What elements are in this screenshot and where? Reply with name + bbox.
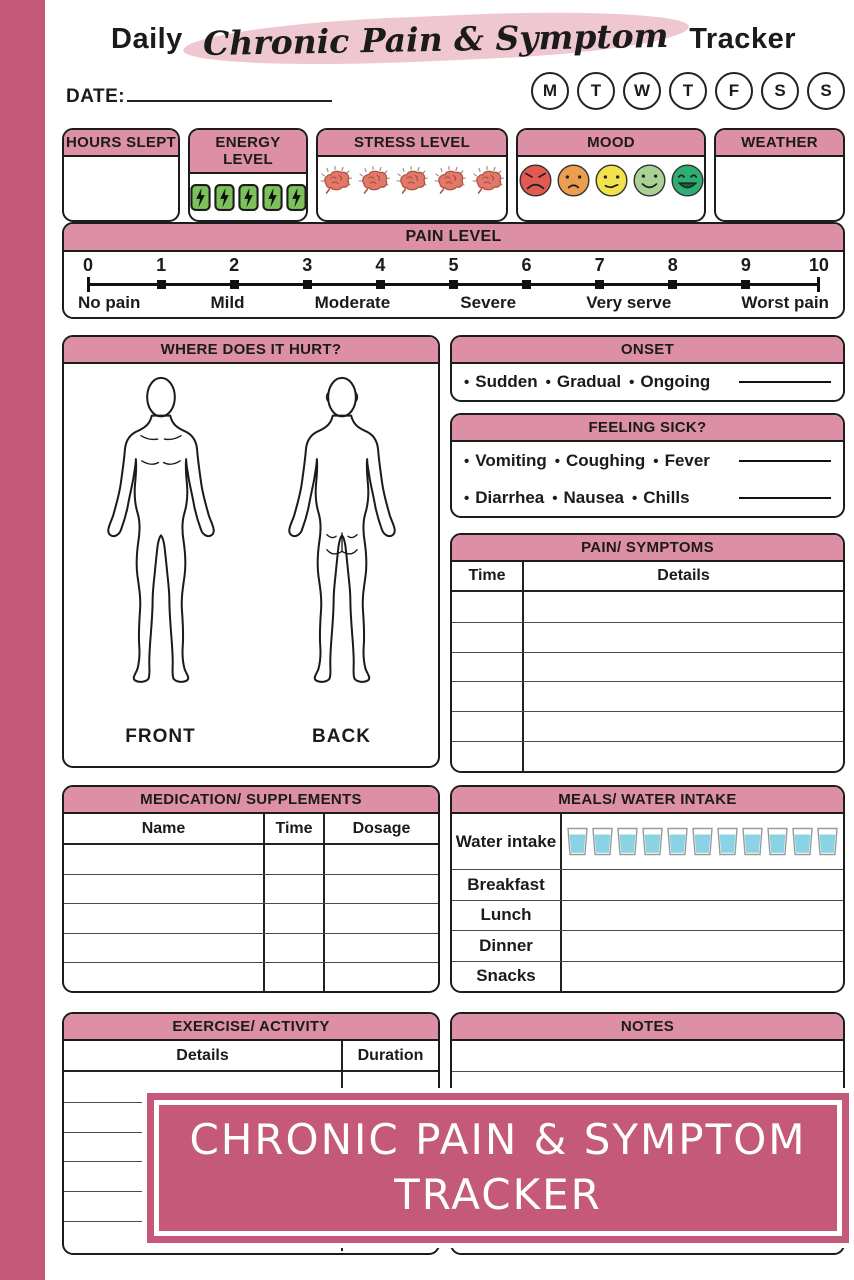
name-cell [64,904,265,932]
weekday-circle: T [577,72,615,110]
sad-face-icon [556,163,591,198]
table-row [452,652,843,682]
feeling-sick-option: • Coughing [555,451,646,471]
onset-option: • Sudden [464,372,538,392]
where-does-it-hurt-title: WHERE DOES IT HURT? [64,337,438,364]
pain-symptoms-column-headers [452,562,843,592]
pain-level-title: PAIN LEVEL [64,224,843,252]
feeling-sick-row-1 [452,442,843,479]
table-row [64,933,438,962]
name-cell [64,845,265,874]
feeling-sick-row-2 [452,479,843,516]
details-cell [524,592,843,622]
pain-scale-tick [661,280,685,289]
banner-line-2: TRACKER [394,1170,602,1219]
weekday-circle: M [531,72,569,110]
water-glass-icon [641,826,664,857]
medication-rows [64,845,438,991]
meal-blank-cell [562,931,843,961]
feeling-sick-option: • Vomiting [464,451,547,471]
hours-slept-box [62,128,180,222]
water-glass-icon [616,826,639,857]
pain-scale-tick [588,280,612,289]
page-title [62,15,845,64]
dosage-cell [325,845,438,874]
onset-option: • Gradual [546,372,622,392]
feeling-sick-title: FEELING SICK? [452,415,843,442]
mood-title: MOOD [518,130,704,157]
energy-level-box [188,128,308,222]
meal-label: Snacks [452,962,562,992]
water-glass-icon [766,826,789,857]
stressed-brain-icon [357,165,392,196]
title-suffix: Tracker [689,23,796,55]
date-field [66,86,332,108]
pain-scale-label: Worst pain [741,293,829,312]
column-header-time: Time [265,814,325,843]
pain-scale-tick [149,280,173,289]
meal-row [452,869,843,900]
dosage-cell [325,875,438,903]
angry-face-icon [518,163,553,198]
cover-title-banner [147,1093,849,1243]
column-header-details: Details [657,567,710,584]
table-row [64,845,438,874]
time-cell [452,592,524,622]
meal-row [452,961,843,992]
meal-label: Breakfast [452,870,562,900]
pain-scale [64,252,843,317]
time-cell [265,845,325,874]
happy-face-icon [670,163,705,198]
pain-scale-numbers [76,255,831,276]
details-cell [524,712,843,741]
water-glass-icons [562,814,843,869]
mood-box [516,128,706,222]
pain-scale-label: Moderate [314,293,391,312]
feeling-sick-option: • Fever [653,451,710,471]
notes-line [452,1041,843,1071]
pain-scale-number: 3 [302,255,313,275]
name-cell [64,963,265,991]
body-front-figure [77,372,245,756]
stressed-brain-icon [395,165,430,196]
title-prefix: Daily [111,23,183,55]
medication-title: MEDICATION/ SUPPLEMENTS [64,787,438,814]
dosage-cell [325,904,438,932]
water-glass-icon [791,826,814,857]
pain-scale-number: 1 [156,255,167,275]
weekday-circle: W [623,72,661,110]
hours-slept-title: HOURS SLEPT [64,130,178,157]
pain-scale-number: 2 [229,255,240,275]
weekday-circles [531,72,845,110]
stress-brain-icons [318,157,506,203]
cover-title-banner-inner [154,1100,842,1236]
pain-scale-number: 4 [375,255,386,275]
pain-scale-number: 5 [448,255,459,275]
weather-box [714,128,845,222]
medication-column-headers [64,814,438,845]
column-header-name: Name [64,814,265,843]
pain-scale-number: 8 [667,255,678,275]
details-cell [524,682,843,711]
table-row [452,741,843,771]
neutral-face-icon [594,163,629,198]
battery-bolt-icon [190,183,211,212]
notes-title: NOTES [452,1014,843,1041]
body-diagrams [64,364,438,766]
pain-scale-label: Very serve [586,293,672,312]
details-cell [524,653,843,682]
meals-water-intake-box [450,785,845,993]
onset-box [450,335,845,402]
energy-battery-icons [190,174,306,220]
feeling-sick-blank-line [739,460,831,462]
column-header-dosage: Dosage [352,819,411,837]
title-script-highlighted: Chronic Pain & Symptom [197,16,675,63]
battery-bolt-icon [214,183,235,212]
pain-scale-tick [734,280,758,289]
pain-scale-number: 9 [740,255,751,275]
column-header-duration: Duration [357,1046,424,1064]
table-row [452,711,843,741]
battery-bolt-icon [238,183,259,212]
onset-option: • Ongoing [629,372,710,392]
pain-scale-number: 10 [808,255,829,275]
onset-title: ONSET [452,337,843,364]
feeling-sick-blank-line [739,497,831,499]
weekday-circle: S [761,72,799,110]
pain-level-box [62,222,845,319]
mood-faces [518,157,704,203]
stressed-brain-icon [319,165,354,196]
time-cell [452,712,524,741]
tracker-row [62,128,845,222]
pain-scale-tick [222,280,246,289]
pain-scale-number: 0 [82,255,93,275]
pain-scale-tick [295,280,319,289]
pain-scale-label: Mild [210,293,245,312]
meal-label: Lunch [452,901,562,931]
pain-scale-number: 6 [521,255,532,275]
content-face-icon [632,163,667,198]
front-label: FRONT [125,726,196,747]
pain-scale-tick [515,280,539,289]
pain-scale-tick [441,280,465,289]
body-back-figure [258,372,426,756]
dosage-cell [325,963,438,991]
meal-rows [452,869,843,991]
pain-scale-label: No pain [78,293,141,312]
time-cell [452,623,524,652]
time-cell [265,904,325,932]
table-row [452,681,843,711]
table-row [64,874,438,903]
pain-scale-label: Severe [460,293,517,312]
meal-blank-cell [562,870,843,900]
feeling-sick-box [450,413,845,518]
feeling-sick-option: • Diarrhea [464,488,544,508]
pain-scale-number: 7 [594,255,605,275]
feeling-sick-option: • Chills [632,488,690,508]
time-cell [452,682,524,711]
time-cell [452,742,524,771]
water-glass-icon [816,826,839,857]
right-column [450,335,845,773]
weather-blank [716,157,843,203]
pain-symptoms-rows [452,592,843,771]
stressed-brain-icon [433,165,468,196]
battery-bolt-icon [286,183,307,212]
water-glass-icon [716,826,739,857]
water-intake-label: Water intake [452,814,562,869]
hours-slept-blank [64,157,178,203]
dosage-cell [325,934,438,962]
stress-level-box [316,128,508,222]
table-row [64,962,438,991]
feeling-sick-option: • Nausea [552,488,624,508]
banner-line-1: CHRONIC PAIN & SYMPTOM [189,1115,807,1165]
weekday-circle: T [669,72,707,110]
date-label: DATE: [66,86,126,107]
weather-title: WEATHER [716,130,843,157]
weekday-circle: F [715,72,753,110]
time-cell [265,934,325,962]
pain-scale-tick [368,280,392,289]
time-cell [265,875,325,903]
planner-page [62,0,845,1280]
water-glass-icon [691,826,714,857]
onset-options [452,364,843,400]
where-does-it-hurt-box [62,335,440,768]
water-glass-icon [566,826,589,857]
stress-level-title: STRESS LEVEL [318,130,506,157]
weekday-circle: S [807,72,845,110]
medication-supplements-box [62,785,440,993]
table-row [452,622,843,652]
body-front-outline-icon [77,372,245,724]
pain-scale-labels [76,292,831,313]
name-cell [64,934,265,962]
name-cell [64,875,265,903]
meal-row [452,900,843,931]
time-cell [452,653,524,682]
pain-scale-tick [807,277,831,292]
details-cell [524,623,843,652]
details-cell [524,742,843,771]
back-label: BACK [312,726,371,747]
pain-scale-track [76,276,831,292]
meal-blank-cell [562,901,843,931]
onset-blank-line [739,381,831,383]
table-row [64,903,438,932]
water-glass-icon [666,826,689,857]
exercise-column-headers [64,1041,438,1072]
body-back-outline-icon [258,372,426,724]
meal-blank-cell [562,962,843,992]
meal-label: Dinner [452,931,562,961]
date-blank-line [127,100,332,102]
energy-level-title: ENERGY LEVEL [190,130,306,174]
battery-bolt-icon [262,183,283,212]
book-spine-strip [0,0,45,1280]
pain-symptoms-box [450,533,845,773]
water-glass-icon [591,826,614,857]
time-cell [265,963,325,991]
pain-symptoms-title: PAIN/ SYMPTOMS [452,535,843,562]
exercise-title: EXERCISE/ ACTIVITY [64,1014,438,1041]
table-row [452,592,843,622]
pain-scale-tick [76,277,100,292]
stressed-brain-icon [471,165,506,196]
meals-title: MEALS/ WATER INTAKE [452,787,843,814]
column-header-time: Time [452,562,524,590]
column-header-details: Details [64,1041,343,1070]
meal-row [452,930,843,961]
water-intake-row [452,814,843,869]
water-glass-icon [741,826,764,857]
